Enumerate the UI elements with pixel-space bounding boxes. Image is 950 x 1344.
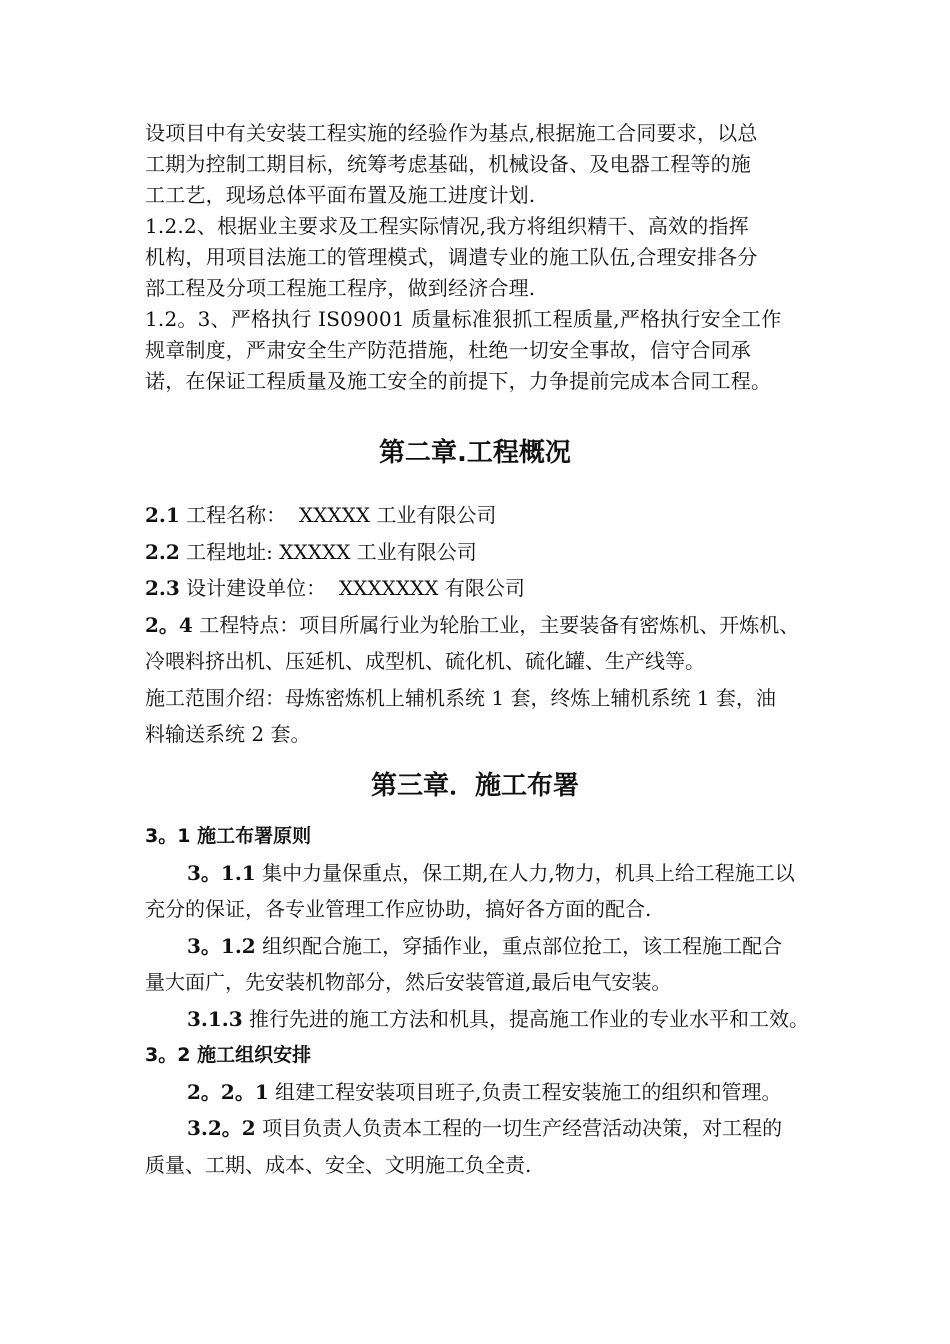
item-text: 工程地址: XXXXX 工业有限公司: [179, 539, 477, 564]
text-line: [145, 855, 865, 892]
text-line: 工期为控制工期目标，统筹考虑基础，机械设备、及电器工程等的施: [145, 152, 751, 176]
text-line: 施工范围介绍：母炼密炼机上辅机系统 1 套，终炼上辅机系统 1 套，油: [145, 685, 776, 710]
section-title: 施工布署原则: [190, 825, 312, 847]
item-number: 2.2: [145, 539, 180, 564]
intro-paragraph: [145, 118, 865, 397]
item-text: 组建工程安装项目班子,负责工程安装施工的组织和管理。: [268, 1079, 782, 1104]
text-line: 诺，在保证工程质量及施工安全的前提下，力争提前完成本合同工程。: [145, 369, 772, 393]
item-number: 3。1.1: [187, 860, 256, 885]
section-number: 3。2: [145, 1044, 191, 1066]
text-line: [145, 1110, 865, 1147]
text-line: 设项目中有关安装工程实施的经验作为基点,根据施工合同要求，以总: [145, 121, 758, 145]
item-text: 工程名称： XXXXX 工业有限公司: [179, 503, 497, 527]
chapter-2-title: 第二章.工程概况: [379, 438, 571, 468]
section-number: 3。1: [145, 825, 191, 847]
item-number: 2。4: [145, 612, 193, 637]
item-text: 工程特点：项目所属行业为轮胎工业，主要装备有密炼机、开炼机、: [192, 612, 800, 637]
info-item: [145, 534, 865, 571]
text-line: [145, 1074, 865, 1111]
item-text: 设计建设单位： XXXXXXX 有限公司: [179, 576, 525, 600]
text-line: 冷喂料挤出机、压延机、成型机、硫化机、硫化罐、生产线等。: [145, 649, 705, 673]
section-3-2-heading: [145, 1037, 865, 1074]
item-number: 2.1: [145, 503, 180, 527]
text-line: 规章制度，严肃安全生产防范措施，杜绝一切安全事故，信守合同承: [145, 338, 751, 362]
text-line: [145, 928, 865, 965]
info-item: [145, 497, 865, 534]
text-line: 料输送系统 2 套。: [145, 722, 311, 746]
item-text: 推行先进的施工方法和机具，提高施工作业的专业水平和工效。: [242, 1006, 810, 1031]
text-line: 量大面广，先安装机物部分，然后安装管道,最后电气安装。: [145, 970, 672, 994]
chapter-2-items: [145, 497, 865, 753]
info-item: [145, 607, 865, 644]
item-number: 3.1.3: [187, 1006, 243, 1031]
text-line: 充分的保证，各专业管理工作应协助，搞好各方面的配合.: [145, 897, 652, 921]
item-text: 项目负责人负责本工程的一切生产经营活动决策，对工程的: [255, 1116, 783, 1140]
text-line: 1.2。3、严格执行 IS09001 质量标准狠抓工程质量,严格执行安全工作: [145, 307, 782, 331]
item-number: 3。1.2: [187, 933, 256, 958]
item-number: 2。2。1: [187, 1079, 269, 1104]
chapter-3-title: 第三章．施工布署: [370, 771, 579, 801]
section-3-1-heading: [145, 818, 865, 855]
text-line: 质量、工期、成本、安全、文明施工负全责.: [145, 1152, 532, 1177]
text-line: 部工程及分项工程施工程序，做到经济合理.: [145, 276, 536, 300]
item-number: 2.3: [145, 576, 180, 600]
chapter-3-body: [145, 818, 865, 1183]
text-line: 机构，用项目法施工的管理模式，调遣专业的施工队伍,合理安排各分: [145, 245, 758, 269]
text-line: [145, 1001, 865, 1038]
item-text: 组织配合施工，穿插作业，重点部位抢工，该工程施工配合: [255, 933, 783, 958]
text-line: 1.2.2、根据业主要求及工程实际情况,我方将组织精干、高效的指挥: [145, 214, 749, 238]
item-number: 3.2。2: [187, 1116, 256, 1140]
section-title: 施工组织安排: [190, 1044, 312, 1066]
info-item: [145, 570, 865, 607]
text-line: 工工艺，现场总体平面布置及施工进度计划.: [145, 183, 536, 207]
item-text: 集中力量保重点，保工期,在人力,物力，机具上给工程施工以: [255, 860, 795, 885]
